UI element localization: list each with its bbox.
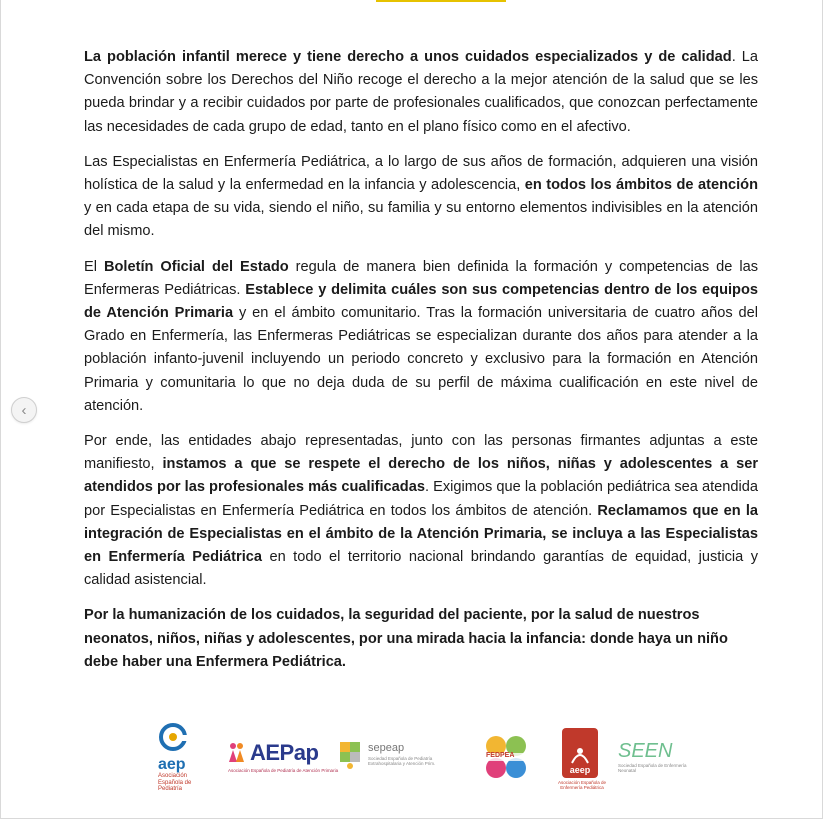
p4-text-c: en todo el territorio nacional brindando garantías de equidad, justicia y calidad asistencial. — [84, 549, 758, 589]
p4-bold-a: instamos a que se respete el derecho de los niños, niñas y adolescentes a ser atendidos por las profesionales más cualificadas — [84, 456, 759, 496]
carousel-prev-button[interactable] — [11, 397, 37, 423]
aeep-wordmark: aeep — [569, 765, 591, 775]
seen-wordmark: SEEN — [618, 740, 673, 762]
aep-wordmark: aep — [158, 756, 186, 773]
chevron-left-icon: ‹ — [21, 401, 27, 419]
p1-text: . La Convención sobre los Derechos del Niño recoge el derecho a la mejor atención de la salud que se les pueda brindar y a recibir cuidados por parte de profesionales cualificados, que conozcan perfectamente las necesidades de cada grupo de edad, tanto en el plano físico como en el afectivo. — [84, 49, 759, 135]
p3-text-a: El — [84, 258, 104, 275]
aepap-caption: Asociación Española de Pediatría de Atención Primaria — [228, 768, 339, 773]
p4-bold-b: Reclamamos que en la integración de Especialistas en el ámbito de la Atención Primaria, se incluya a las Especialistas en Enfermería Pediátrica — [84, 502, 758, 566]
p4-text-a: Por ende, las entidades abajo representadas, junto con las personas firmantes adjuntas a este manifiesto, — [84, 433, 758, 473]
paragraph-3 — [84, 256, 758, 418]
aeep-figure-icon — [569, 745, 591, 765]
p3-text-b: regula de manera bien definida la formación y competencias de las Enfermeras Pediátricas. — [84, 258, 759, 298]
sepeap-caption: Sociedad Española de Pediatría Extrahospitalaria y Atención Prim. — [368, 756, 436, 766]
closing-statement: Por la humanización de los cuidados, la seguridad del paciente, por la salud de nuestros neonatos, niños, niñas y adolescentes, por una mirada hacia la infancia: donde haya un niño debe haber una Enfermera Pediátrica. — [84, 607, 728, 670]
p3-bold-b: Establece y delimita cuáles son sus competencias dentro de los equipos de Atención Primaria — [84, 281, 758, 322]
aeep-badge — [562, 728, 598, 778]
p3-bold-a: Boletín Oficial del Estado — [103, 258, 289, 275]
sepeap-wordmark: sepeap — [368, 742, 405, 754]
top-accent-bar — [376, 0, 506, 2]
p2-bold: en todos los ámbitos de atención — [524, 177, 758, 194]
seen-logo — [618, 740, 688, 773]
aeep-caption: Asociación Española de Enfermería Pediátrica — [557, 780, 607, 790]
sepeap-puzzle-icon — [338, 740, 364, 770]
manifesto-text — [84, 46, 758, 686]
aeep-logo — [548, 728, 616, 790]
aep-caption: Asociación Española de Pediatría — [158, 773, 192, 792]
aepap-children-icon — [228, 742, 250, 764]
p3-text-c: y en el ámbito comunitario. Tras la formación universitaria de cuatro años del Grado en Enfermería, las Enfermeras Pediátricas se especializan durante dos años para atender a la población infanto-juvenil incluyendo un periodo concreto y exclusivo para la formación en Atención Primaria y comunitaria lo que no deja duda de su perfil de máxima cualificación en este nivel de atención. — [84, 305, 758, 414]
p4-text-b: . Exigimos que la población pediátrica sea atendida por Especialistas en Enfermería Pediátrica en todos los ámbitos de atención. — [84, 479, 758, 519]
paragraph-1 — [84, 46, 758, 139]
seen-caption: Sociedad Española de Enfermería Neonatal — [618, 763, 687, 773]
p2-text-b: y en cada etapa de su vida, siendo el niño, su familia y su entorno elementos indivisibles en la atención del mismo. — [84, 200, 758, 240]
fedpea-wordmark: FEDPEA — [486, 752, 515, 759]
aepap-wordmark: AEPap — [250, 740, 319, 765]
aep-emblem-icon — [158, 722, 188, 752]
paragraph-4 — [84, 430, 758, 592]
aep-logo — [158, 722, 206, 793]
paragraph-2 — [84, 151, 758, 244]
logo-strip — [150, 720, 690, 800]
fedpea-logo — [482, 732, 530, 782]
p2-text-a: Las Especialistas en Enfermería Pediátrica, a lo largo de sus años de formación, adquieren una visión holística de la salud y la enfermedad en la infancia y adolescencia, — [84, 153, 758, 194]
p1-bold: La población infantil merece y tiene derecho a unos cuidados especializados y de calidad — [84, 49, 732, 65]
